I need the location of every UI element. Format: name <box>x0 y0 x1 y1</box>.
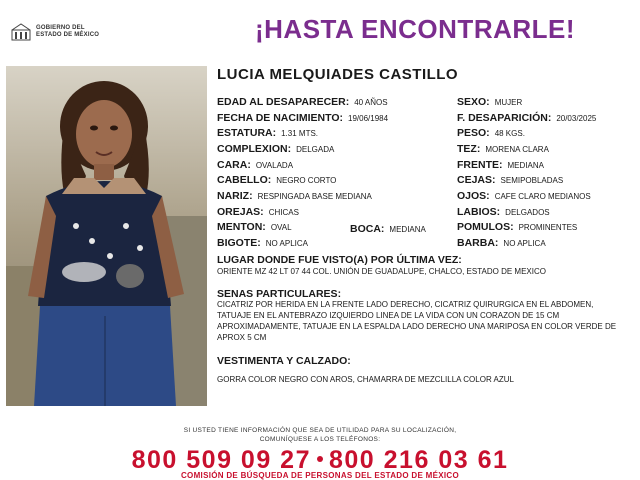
last-seen-label: LUGAR DONDE FUE VISTO(A) POR ÚLTIMA VEZ: <box>217 254 462 266</box>
phone-1[interactable]: 800 509 09 27 <box>131 446 311 474</box>
government-logo <box>10 22 99 42</box>
field-tez <box>457 143 549 155</box>
field-frente-value: MEDIANA <box>507 161 544 170</box>
field-ojos <box>457 190 591 202</box>
field-ojos-value: CAFE CLARO MEDIANOS <box>494 192 591 201</box>
field-tez-label: TEZ: <box>457 143 481 155</box>
phone-2[interactable]: 800 216 03 61 <box>329 446 509 474</box>
field-labios-label: LABIOS: <box>457 206 501 218</box>
field-orejas-value: CHICAS <box>268 208 299 217</box>
headline: ¡HASTA ENCONTRARLE! <box>255 14 576 44</box>
field-frente <box>457 159 544 171</box>
field-bigote-value: NO APLICA <box>265 239 308 248</box>
separator-dot-icon <box>317 456 323 462</box>
logo-line-2: ESTADO DE MÉXICO <box>36 32 100 38</box>
field-edad <box>217 96 388 108</box>
field-tez-value: MORENA CLARA <box>485 145 549 154</box>
field-cabello-value: NEGRO CORTO <box>276 176 337 185</box>
field-cara <box>217 159 293 171</box>
field-edad-label: EDAD AL DESAPARECER: <box>217 96 350 108</box>
field-cejas-value: SEMIPOBLADAS <box>500 176 564 185</box>
person-name: LUCIA MELQUIADES CASTILLO <box>217 66 459 83</box>
last-seen-value: ORIENTE MZ 42 LT 07 44 COL. UNIÓN DE GUADALUPE, CHALCO, ESTADO DE MEXICO <box>217 267 546 276</box>
field-estatura-label: ESTATURA: <box>217 127 277 139</box>
field-menton <box>217 221 292 233</box>
person-photo <box>6 66 207 406</box>
field-complexion-value: DELGADA <box>296 145 335 154</box>
field-nariz-value: RESPINGADA BASE MEDIANA <box>257 192 372 201</box>
field-orejas <box>217 206 299 218</box>
field-sexo <box>457 96 522 108</box>
field-barba <box>457 237 546 249</box>
state-seal-icon <box>10 22 32 42</box>
field-edad-value: 40 AÑOS <box>354 98 388 107</box>
field-cara-label: CARA: <box>217 159 251 171</box>
field-cabello-label: CABELLO: <box>217 174 272 186</box>
field-barba-label: BARBA: <box>457 237 499 249</box>
field-pomulos-value: PROMINENTES <box>518 223 578 232</box>
field-menton-label: MENTON: <box>217 221 266 233</box>
field-labios <box>457 206 550 218</box>
field-peso <box>457 127 525 139</box>
field-pomulos <box>457 221 577 233</box>
marks-value: CICATRIZ POR HERIDA EN LA FRENTE LADO DERECHO, CICATRIZ QUIRURGICA EN EL ABDOMEN, TATUAJE EN EL ANTEBRAZO IZQUIERDO LINEA DE LA VIDA CON UN CORAZON DE 15 CM APROXIMADAMENTE, TATUAJE EN LA ESPALDA LADO DERECHO UNA MARIPOSA EN COLOR VERDE DE APROX 5 CM <box>217 300 617 342</box>
footer-commission: COMISIÓN DE BÚSQUEDA DE PERSONAS DEL ESTADO DE MÉXICO <box>180 471 459 480</box>
field-sexo-label: SEXO: <box>457 96 490 108</box>
field-cejas <box>457 174 563 186</box>
field-boca-value: MEDIANA <box>389 225 426 234</box>
field-complexion <box>217 143 334 155</box>
field-nacimiento-value: 19/06/1984 <box>348 114 389 123</box>
field-nariz-label: NARIZ: <box>217 190 253 202</box>
field-cabello <box>217 174 336 186</box>
field-boca-label: BOCA: <box>350 223 385 235</box>
field-estatura <box>217 127 318 139</box>
field-nariz <box>217 190 372 202</box>
field-bigote <box>217 237 308 249</box>
field-nacimiento-label: FECHA DE NACIMIENTO: <box>217 112 343 124</box>
field-orejas-label: OREJAS: <box>217 206 264 218</box>
field-peso-value: 48 KGS. <box>494 129 525 138</box>
field-peso-label: PESO: <box>457 127 490 139</box>
field-complexion-label: COMPLEXION: <box>217 143 292 155</box>
logo-line-1: GOBIERNO DEL <box>36 25 85 31</box>
field-frente-label: FRENTE: <box>457 159 503 171</box>
field-pomulos-label: POMULOS: <box>457 221 514 233</box>
field-bigote-label: BIGOTE: <box>217 237 261 249</box>
field-estatura-value: 1.31 MTS. <box>281 129 319 138</box>
field-desaparicion <box>457 112 596 124</box>
person-photo-icon <box>6 66 207 406</box>
field-desaparicion-value: 20/03/2025 <box>556 114 597 123</box>
field-boca <box>350 223 426 235</box>
contact-line-2: COMUNÍQUESE A LOS TELÉFONOS: <box>259 436 381 443</box>
field-menton-value: OVAL <box>270 223 292 232</box>
clothing-label: VESTIMENTA Y CALZADO: <box>217 355 351 367</box>
marks-label: SENAS PARTICULARES: <box>217 288 342 300</box>
contact-line-1: SI USTED TIENE INFORMACIÓN QUE SEA DE UTILIDAD PARA SU LOCALIZACIÓN, <box>183 427 457 434</box>
field-cejas-label: CEJAS: <box>457 174 496 186</box>
field-nacimiento <box>217 112 388 124</box>
field-labios-value: DELGADOS <box>505 208 550 217</box>
field-barba-value: NO APLICA <box>503 239 546 248</box>
field-cara-value: OVALADA <box>255 161 294 170</box>
field-desaparicion-label: F. DESAPARICIÓN: <box>457 112 552 124</box>
field-sexo-value: MUJER <box>494 98 523 107</box>
clothing-value: GORRA COLOR NEGRO CON AROS, CHAMARRA DE MEZCLILLA COLOR AZUL <box>217 375 514 384</box>
field-ojos-label: OJOS: <box>457 190 490 202</box>
